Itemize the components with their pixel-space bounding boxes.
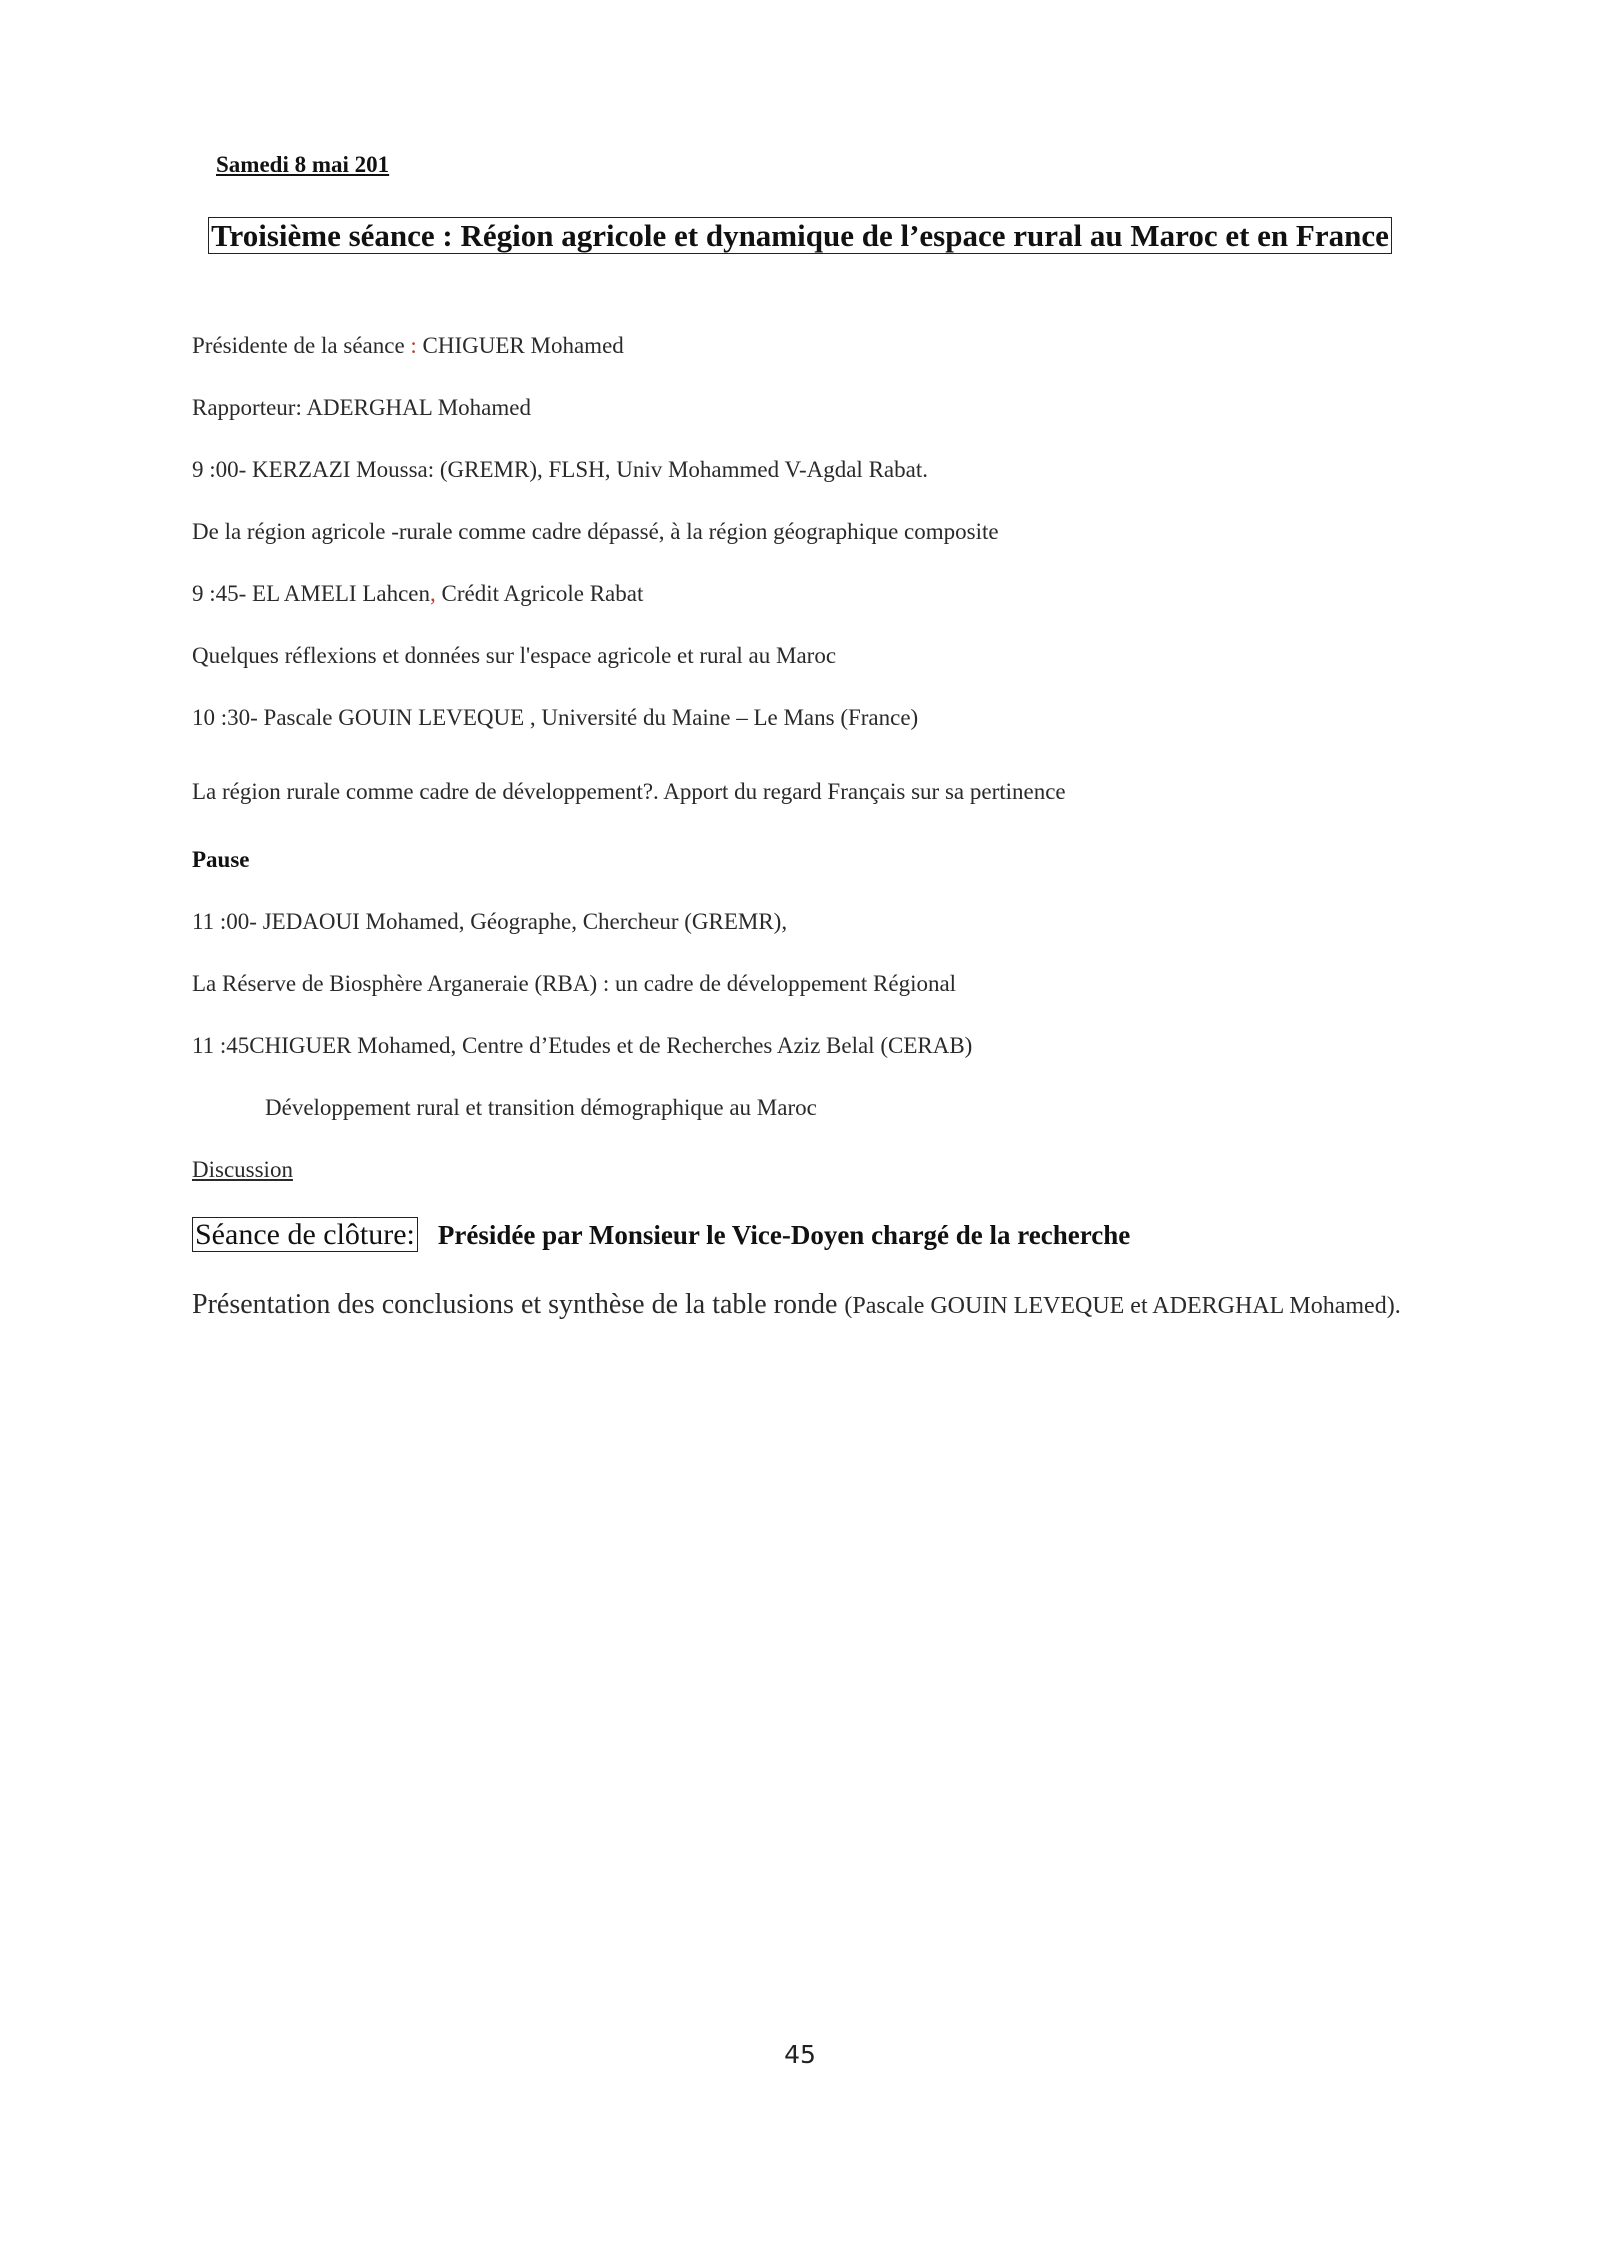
talk-4-speaker: 11 :00- JEDAOUI Mohamed, Géographe, Chercheur (GREMR), — [192, 909, 788, 934]
talk-1-speaker: 9 :00- KERZAZI Moussa: (GREMR), FLSH, Univ Mohammed V-Agdal Rabat. — [192, 457, 928, 482]
pause-label: Pause — [192, 847, 250, 872]
chair-colon: : — [404, 333, 417, 358]
session-rapporteur: Rapporteur: ADERGHAL Mohamed — [192, 395, 531, 420]
session-chair — [192, 331, 624, 361]
session-title-text: Troisième séance : Région agricole et dynamique de l’espace rural au Maroc et en France — [208, 217, 1392, 254]
chair-name: CHIGUER Mohamed — [416, 333, 624, 358]
closing-conclusion — [192, 1286, 1412, 1325]
talk-5-speaker: 11 :45CHIGUER Mohamed, Centre d’Etudes et de Recherches Aziz Belal (CERAB) — [192, 1033, 973, 1058]
conclusion-detail: (Pascale GOUIN LEVEQUE et ADERGHAL Mohamed). — [844, 1293, 1401, 1319]
talk-2-speaker-comma: , — [430, 581, 436, 606]
talk-5-title: Développement rural et transition démographique au Maroc — [265, 1095, 817, 1120]
closing-session-label: Séance de clôture: — [192, 1217, 418, 1252]
closing-session-description: Présidée par Monsieur le Vice-Doyen chargé de la recherche — [437, 1220, 1131, 1250]
chair-label: Présidente de la séance — [192, 333, 405, 358]
page-number: 45 — [784, 2040, 816, 2069]
talk-2-speaker — [192, 579, 643, 609]
session-date: Samedi 8 mai 201 — [216, 152, 390, 177]
discussion-label: Discussion — [192, 1157, 293, 1182]
talk-3-speaker: 10 :30- Pascale GOUIN LEVEQUE , Université du Maine – Le Mans (France) — [192, 705, 919, 730]
talk-4-title: La Réserve de Biosphère Arganeraie (RBA) : un cadre de développement Régional — [192, 971, 957, 996]
talk-1-title: De la région agricole -rurale comme cadre dépassé, à la région géographique composite — [192, 519, 999, 544]
talk-2-speaker-name: 9 :45- EL AMELI Lahcen — [192, 581, 431, 606]
conclusion-text: Présentation des conclusions et synthèse de la table ronde — [192, 1289, 845, 1320]
talk-3-title: La région rurale comme cadre de développement?. Apport du regard Français sur sa pertinence — [192, 779, 1066, 804]
closing-session — [192, 1218, 1130, 1252]
talk-2-title: Quelques réflexions et données sur l'espace agricole et rural au Maroc — [192, 643, 837, 668]
talk-2-speaker-affiliation: Crédit Agricole Rabat — [435, 581, 644, 606]
session-title — [170, 214, 1430, 258]
